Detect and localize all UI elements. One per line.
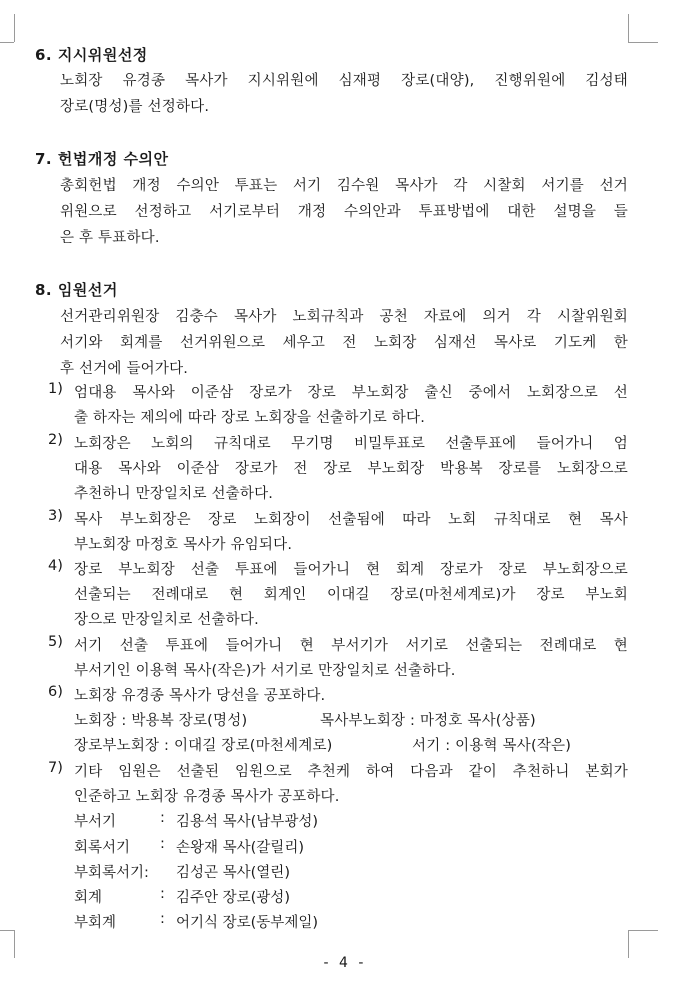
section-7-line-2: 위원으로 선정하고 서기로부터 개정 수의안과 투표방법에 대한 설명을 들 — [60, 204, 628, 220]
officer-role: 회록서기 — [74, 840, 131, 856]
item-4-line-3: 장으로 만장일치로 선출하다. — [74, 612, 259, 628]
result-elder-vice-president: 장로부노회장 : 이대길 장로(마천세계로) — [74, 738, 333, 754]
crop-mark-top-right-h — [628, 42, 658, 43]
crop-mark-bottom-left — [14, 930, 15, 958]
section-8-line-3: 후 선거에 들어가다. — [60, 361, 189, 377]
item-1-number: 1) — [48, 381, 63, 397]
section-8-heading: 8. 임원선거 — [35, 281, 118, 299]
officer-role: 회계 — [74, 890, 103, 906]
officer-name: 손왕재 목사(갈릴리) — [176, 840, 304, 856]
crop-mark-bottom-right-h — [628, 930, 658, 931]
item-7-number: 7) — [48, 760, 63, 776]
section-8-line-1: 선거관리위원장 김충수 목사가 노회규칙과 공천 자료에 의거 각 시찰위원회 — [60, 309, 628, 325]
crop-mark-top-right — [628, 14, 629, 42]
item-2-line-1: 노회장은 노회의 규칙대로 무기명 비밀투표로 선출투표에 들어가니 엄 — [74, 436, 628, 452]
crop-mark-bottom-right — [628, 930, 629, 958]
crop-mark-bottom-left-h — [0, 930, 14, 931]
section-7-line-1: 총회헌법 개정 수의안 투표는 서기 김수원 목사가 각 시찰회 서기를 선거 — [60, 178, 628, 194]
crop-mark-top-left — [14, 14, 15, 42]
crop-mark-top-left-h — [0, 42, 14, 43]
officer-role: 부회록서기: — [74, 865, 149, 881]
item-1-line-2: 출 하자는 제의에 따라 장로 노회장을 선출하기로 하다. — [74, 410, 426, 426]
officer-colon: : — [160, 810, 165, 826]
item-4-line-2: 선출되는 전례대로 현 회계인 이대길 장로(마천세계로)가 장로 부노회 — [74, 587, 628, 603]
item-2-number: 2) — [48, 432, 63, 448]
page-number: - 4 - — [323, 955, 367, 971]
officer-name: 김용석 목사(남부광성) — [176, 814, 318, 830]
officer-name: 어기식 장로(동부제일) — [176, 915, 318, 931]
officer-name: 김성곤 목사(열린) — [176, 865, 290, 881]
officer-colon: : — [160, 836, 165, 852]
item-3-line-2: 부노회장 마정호 목사가 유임되다. — [74, 537, 293, 553]
item-1-line-1: 엄대용 목사와 이준삼 장로가 장로 부노회장 출신 중에서 노회장으로 선 — [74, 385, 628, 401]
item-4-line-1: 장로 부노회장 선출 투표에 들어가니 현 회계 장로가 장로 부노회장으로 — [74, 562, 628, 578]
item-5-line-2: 부서기인 이용혁 목사(작은)가 서기로 만장일치로 선출하다. — [74, 663, 456, 679]
section-6-line-1: 노회장 유경종 목사가 지시위원에 심재평 장로(대양), 진행위원에 김성태 — [60, 73, 628, 89]
result-clerk: 서기 : 이용혁 목사(작은) — [412, 738, 572, 754]
officer-name: 김주안 장로(광성) — [176, 890, 290, 906]
officer-colon: : — [160, 886, 165, 902]
result-president: 노회장 : 박용복 장로(명성) — [74, 713, 248, 729]
section-6-heading: 6. 지시위원선정 — [35, 46, 148, 64]
section-7-line-3: 은 후 투표하다. — [60, 230, 160, 246]
officer-role: 부회계 — [74, 915, 117, 931]
section-8-line-2: 서기와 회계를 선거위원으로 세우고 전 노회장 심재선 목사로 기도케 한 — [60, 335, 628, 351]
item-4-number: 4) — [48, 558, 63, 574]
item-6-line-1: 노회장 유경종 목사가 당선을 공포하다. — [74, 688, 326, 704]
item-7-line-1: 기타 임원은 선출된 임원으로 추천케 하여 다음과 같이 추천하니 본회가 — [74, 764, 628, 780]
result-pastor-vice-president: 목사부노회장 : 마정호 목사(상품) — [320, 713, 536, 729]
item-5-line-1: 서기 선출 투표에 들어가니 현 부서기가 서기로 선출되는 전례대로 현 — [74, 638, 628, 654]
officer-colon: : — [160, 911, 165, 927]
item-3-number: 3) — [48, 508, 63, 524]
section-6-line-2: 장로(명성)를 선정하다. — [60, 99, 210, 115]
item-7-line-2: 인준하고 노회장 유경종 목사가 공포하다. — [74, 789, 340, 805]
item-2-line-2: 대용 목사와 이준삼 장로가 전 장로 부노회장 박용복 장로를 노회장으로 — [74, 461, 628, 477]
item-3-line-1: 목사 부노회장은 장로 노회장이 선출됨에 따라 노회 규칙대로 현 목사 — [74, 512, 628, 528]
item-2-line-3: 추천하니 만장일치로 선출하다. — [74, 486, 274, 502]
item-5-number: 5) — [48, 634, 63, 650]
officer-role: 부서기 — [74, 814, 117, 830]
section-7-heading: 7. 헌법개정 수의안 — [35, 150, 169, 168]
item-6-number: 6) — [48, 684, 63, 700]
